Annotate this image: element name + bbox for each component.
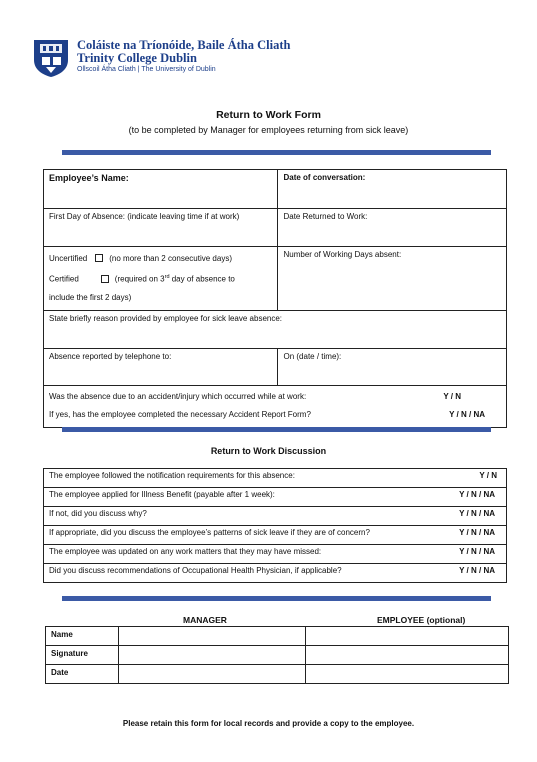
certified-checkbox[interactable]	[101, 275, 109, 283]
uncertified-label: Uncertified	[49, 254, 88, 263]
university-crest-icon	[32, 38, 70, 78]
subtitle-separator: |	[137, 66, 140, 73]
employee-date-field[interactable]	[306, 665, 509, 684]
discussion-answer[interactable]: Y / N / NA	[459, 547, 495, 556]
discussion-row: If appropriate, did you discuss the employee’s patterns of sick leave if they are of concern? Y / N / NA	[44, 526, 507, 545]
discussion-answer[interactable]: Y / N / NA	[459, 509, 495, 518]
signature-row-label: Date	[46, 665, 119, 684]
subtitle-english: The University of Dublin	[141, 66, 216, 73]
discussion-answer[interactable]: Y / N / NA	[459, 490, 495, 499]
discussion-answer[interactable]: Y / N / NA	[459, 566, 495, 575]
absence-reason-field[interactable]: State briefly reason provided by employee for sick leave absence:	[44, 310, 507, 348]
discussion-answer[interactable]: Y / N / NA	[459, 528, 495, 537]
accident-report-answer[interactable]: Y / N / NA	[449, 409, 485, 419]
manager-column-heading: MANAGER	[183, 615, 227, 625]
divider-band	[62, 596, 491, 601]
working-days-absent-field[interactable]: Number of Working Days absent:	[278, 247, 507, 311]
university-subtitle	[77, 65, 377, 75]
reported-date-time-field[interactable]: On (date / time):	[278, 348, 507, 385]
employee-column-heading: EMPLOYEE (optional)	[377, 615, 466, 625]
manager-name-field[interactable]	[118, 627, 306, 646]
university-name-english: Trinity College Dublin	[77, 51, 197, 65]
certification-field: Uncertified (no more than 2 consecutive days) Certified (required on 3rd day of absence to include the first 2 days)	[44, 247, 278, 311]
accident-answer[interactable]: Y / N	[443, 391, 461, 401]
first-day-absence-field[interactable]: First Day of Absence: (indicate leaving time if at work)	[44, 209, 278, 247]
divider-band	[62, 427, 491, 432]
manager-date-field[interactable]	[118, 665, 306, 684]
discussion-table	[43, 468, 507, 583]
date-conversation-field[interactable]: Date of conversation:	[278, 170, 507, 209]
discussion-row: Did you discuss recommendations of Occupational Health Physician, if applicable? Y / N / NA	[44, 564, 507, 583]
discussion-row: The employee followed the notification requirements for this absence: Y / N	[44, 469, 507, 488]
footer-note: Please retain this form for local records and provide a copy to the employee.	[122, 719, 415, 728]
reported-by-telephone-field[interactable]: Absence reported by telephone to:	[44, 348, 278, 385]
subtitle-irish: Ollscoil Átha Cliath	[77, 66, 136, 73]
discussion-title: Return to Work Discussion	[210, 446, 327, 456]
employee-name-field[interactable]: Employee’s Name:	[44, 170, 278, 209]
manager-signature-field[interactable]	[118, 646, 306, 665]
discussion-row: The employee was updated on any work matters that they may have missed: Y / N / NA	[44, 545, 507, 564]
discussion-row: The employee applied for Illness Benefit (payable after 1 week): Y / N / NA	[44, 488, 507, 507]
accident-questions: Was the absence due to an accident/injury which occurred while at work: Y / N If yes, has the employee completed the necessary Accident Report Form? Y / N / NA	[44, 385, 507, 427]
form-title: Return to Work Form	[216, 109, 321, 121]
uncertified-checkbox[interactable]	[95, 254, 103, 262]
discussion-row: If not, did you discuss why? Y / N / NA	[44, 507, 507, 526]
employee-signature-field[interactable]	[306, 646, 509, 665]
employee-name-sign-field[interactable]	[306, 627, 509, 646]
signature-table	[45, 626, 509, 684]
signature-row-label: Signature	[46, 646, 119, 665]
certified-label: Certified	[49, 274, 79, 284]
university-name-irish: Coláiste na Tríonóide, Baile Átha Cliath	[77, 38, 291, 52]
discussion-answer[interactable]: Y / N	[479, 471, 497, 480]
form-subtitle: (to be completed by Manager for employees returning from sick leave)	[128, 125, 409, 135]
absence-details-table	[43, 169, 507, 428]
divider-band	[62, 150, 491, 155]
signature-row-label: Name	[46, 627, 119, 646]
date-returned-field[interactable]: Date Returned to Work:	[278, 209, 507, 247]
